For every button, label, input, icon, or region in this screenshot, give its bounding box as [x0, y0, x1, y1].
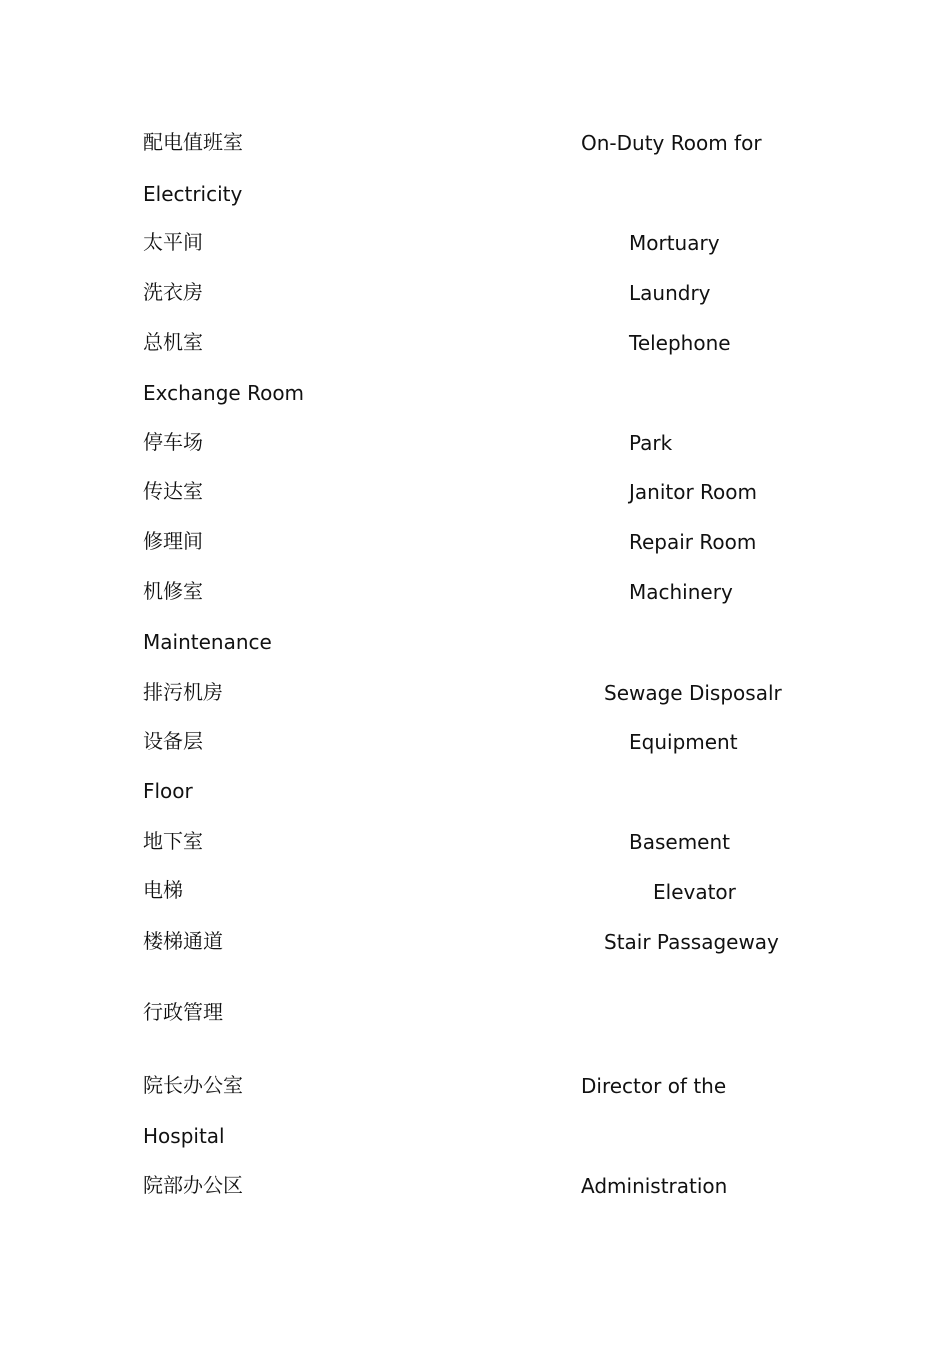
term-english: Mortuary — [629, 231, 720, 255]
term-chinese: 院长办公室 — [143, 1073, 243, 1097]
term-english: Park — [629, 431, 673, 455]
section-heading: 行政管理 — [143, 1000, 223, 1024]
term-chinese: 总机室 — [143, 330, 203, 354]
term-english-continuation: Floor — [143, 779, 193, 803]
term-chinese: 修理间 — [143, 529, 203, 553]
term-english: Sewage Disposalr — [604, 681, 782, 705]
term-english: Elevator — [653, 880, 736, 904]
term-english: Director of the — [581, 1074, 727, 1098]
term-english-continuation: Electricity — [143, 182, 243, 206]
term-english: Laundry — [629, 281, 711, 305]
term-chinese: 电梯 — [143, 878, 183, 902]
term-chinese: 停车场 — [143, 430, 203, 454]
term-chinese: 太平间 — [143, 230, 203, 254]
term-chinese: 排污机房 — [143, 680, 223, 704]
term-chinese: 洗衣房 — [143, 280, 203, 304]
term-english: Equipment — [629, 730, 738, 754]
term-english-continuation: Hospital — [143, 1124, 225, 1148]
term-chinese: 设备层 — [143, 729, 203, 753]
term-chinese: 楼梯通道 — [143, 929, 223, 953]
term-chinese: 院部办公区 — [143, 1173, 243, 1197]
term-english: Machinery — [629, 580, 733, 604]
term-chinese: 机修室 — [143, 579, 203, 603]
term-english: Basement — [629, 830, 731, 854]
term-english: Telephone — [629, 331, 731, 355]
term-english-continuation: Maintenance — [143, 630, 272, 654]
term-english: On-Duty Room for — [581, 131, 762, 155]
term-english: Repair Room — [629, 530, 757, 554]
term-english-continuation: Exchange Room — [143, 381, 305, 405]
term-english: Janitor Room — [629, 480, 757, 504]
term-chinese: 传达室 — [143, 479, 203, 503]
term-english: Stair Passageway — [604, 930, 779, 954]
term-english: Administration — [581, 1174, 728, 1198]
term-chinese: 地下室 — [143, 829, 203, 853]
term-chinese: 配电值班室 — [143, 130, 243, 154]
